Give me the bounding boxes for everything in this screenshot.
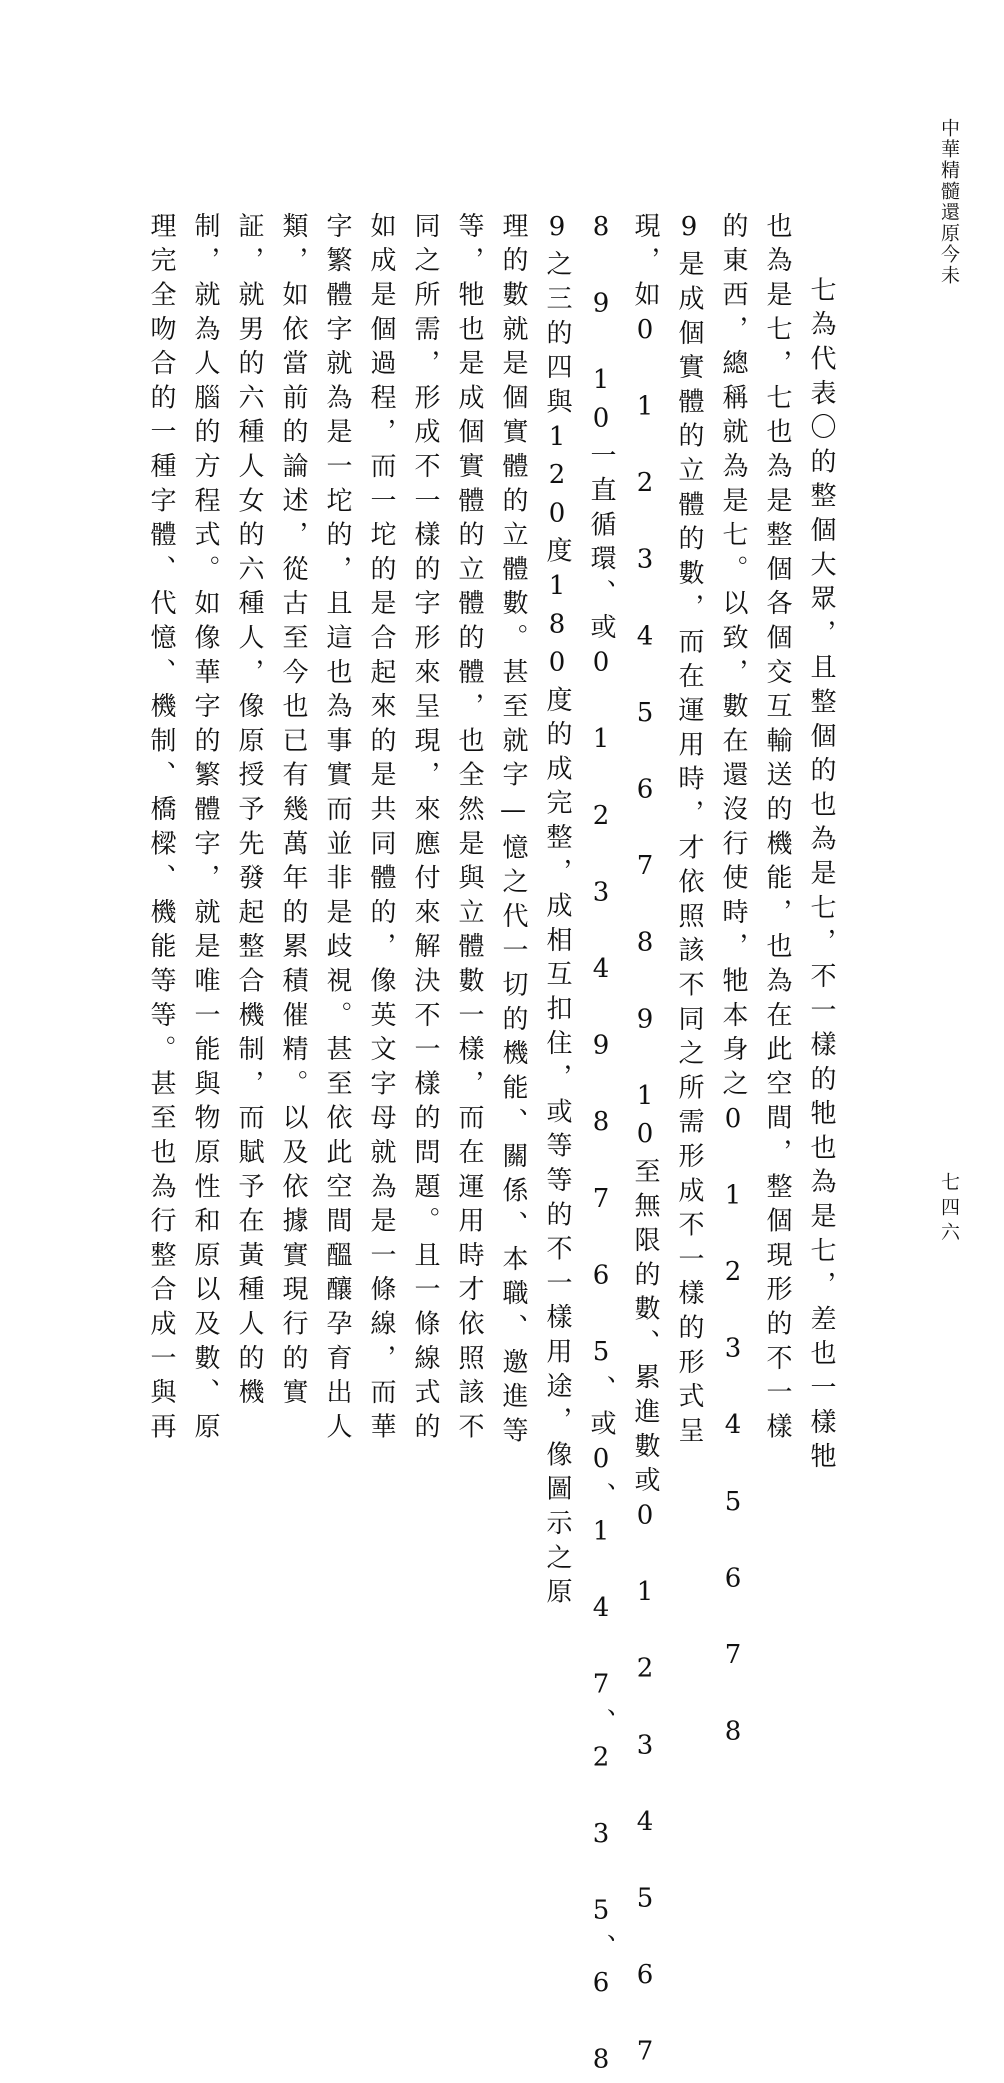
text-line: 9是成個實體的立體的數，而在運用時，才依照該不同之所需形成不一樣的形式呈 — [674, 212, 704, 1451]
text-line: 証，就男的六種人女的六種人，像原授予先發起整合機制，而賦予在黃種人的機 — [234, 212, 264, 1413]
text-line: 理的數就是個實體的立體數。甚至就字—憶之代一切的機能、關係、本職、邀進等 — [498, 212, 528, 1451]
text-line: 9之三的四與120度180度的成完整，成相互扣住，或等等的不一樣用途，像圖示之原 — [542, 212, 572, 1612]
text-line: 類，如依當前的論述，從古至今也已有幾萬年的累積催精。以及依據實現行的實 — [278, 212, 308, 1413]
body-text — [134, 212, 836, 2083]
text-line: 等，牠也是成個實體的立體的體，也全然是與立體數一樣，而在運用時才依照該不 — [454, 212, 484, 1447]
text-line: 字繁體字就為是一坨的，且這也為事實而並非是歧視。甚至依此空間醞釀孕育出人 — [322, 212, 352, 1447]
text-line: 的東西，總稱就為是七。以致，數在還沒行使時，牠本身之0 1 2 3 4 5 6 7 8 — [718, 212, 748, 1755]
text-line: 制，就為人腦的方程式。如像華字的繁體字，就是唯一能與物原性和原以及數、原 — [190, 212, 220, 1447]
text-line: 8 9 10一直循環、或0 1 2 3 4 9 8 7 6 5、或0、1 4 7、2 3 5、6 8 — [586, 212, 616, 2083]
text-line: 如成是個過程，而一坨的是合起來的是共同體的，像英文字母就為是一條線，而華 — [366, 212, 396, 1447]
text-line: 也為是七，七也為是整個各個交互輸送的機能，也為在此空間，整個現形的不一樣 — [762, 212, 792, 1447]
text-line: 理完全吻合的一種字體、代憶、機制、橋樑、機能等等。甚至也為行整合成一與再 — [146, 212, 176, 1447]
page-number: 七四六 — [938, 1172, 960, 1247]
text-line: 同之所需，形成不一樣的字形來呈現，來應付來解決不一樣的問題。且一條線式的 — [410, 212, 440, 1447]
text-line: 現，如0 1 2 3 4 5 6 7 8 9 10至無限的數、累進數或0 1 2 3 4 5 6 7 — [630, 212, 660, 2075]
running-title: 中華精髓還原今未 — [938, 118, 960, 286]
text-line: 七為代表〇的整個大眾，且整個的也為是七，不一樣的牠也為是七，差也一樣牠 — [806, 276, 836, 1477]
